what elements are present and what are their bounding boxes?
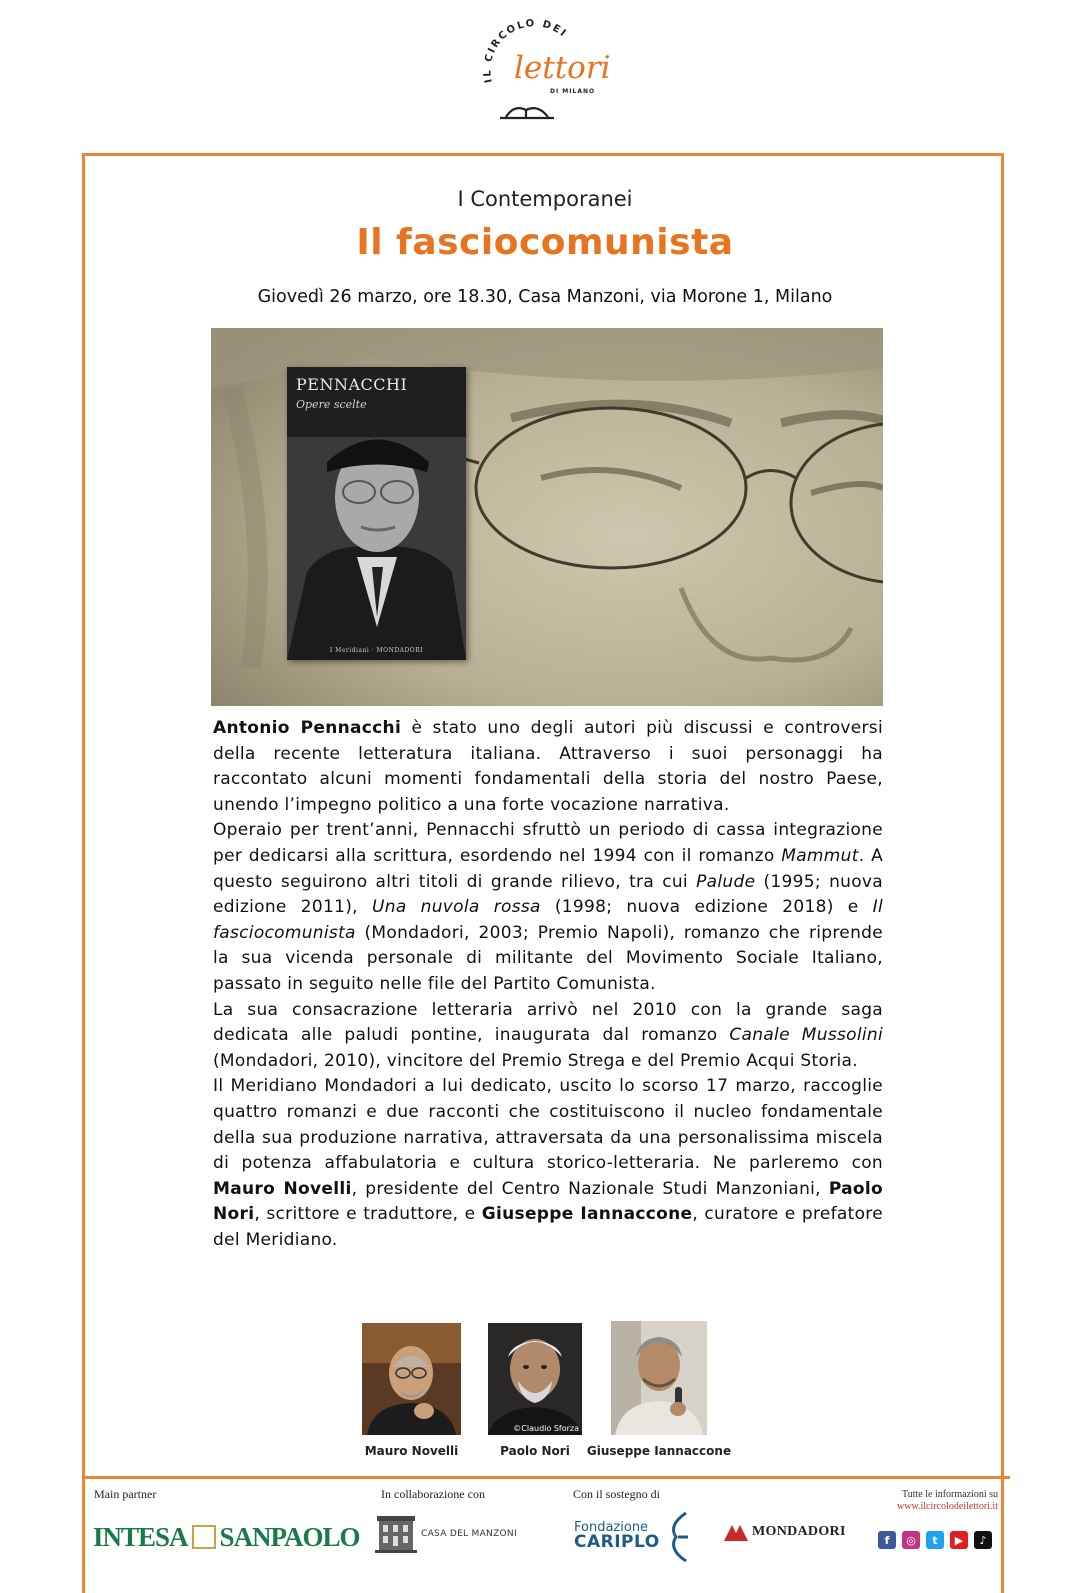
speaker-name: Giuseppe Iannaccone xyxy=(586,1444,732,1458)
circolo-lettori-logo xyxy=(470,10,620,125)
logo-arc-text: IL CIRCOLO DEI xyxy=(482,18,570,84)
tiktok-icon[interactable]: ♪ xyxy=(974,1531,992,1549)
casa-manzoni-label: CASA DEL MANZONI xyxy=(421,1529,517,1539)
author-name: Antonio Pennacchi xyxy=(213,718,402,738)
paragraph-2: Operaio per trent’anni, Pennacchi sfruttò un periodo di cassa integrazione per dedicarsi alla scrittura, esordendo nel 1994 con il romanzo Mammut. A questo seguirono altri titoli di grande rilievo, tra cui Palude (1995; nuova edizione 2011), Una nuvola rossa (1998; nuova edizione 2018) e Il fasciocomunista (Mondadori, 2003; Premio Napoli), romanzo che riprende la sua vicenda personale di militante del Movimento Sociale Italiano, passato in seguito nelle file del Partito Comunista. xyxy=(213,820,884,994)
website-link[interactable]: www.ilcircolodeilettori.it xyxy=(897,1501,998,1512)
event-description xyxy=(213,716,883,1253)
speaker-mention-nori: Paolo Nori xyxy=(213,1178,884,1225)
info-block xyxy=(870,1489,998,1513)
title-mammut: Mammut xyxy=(781,845,859,866)
social-links xyxy=(878,1531,992,1549)
collab-label: In collaborazione con xyxy=(381,1487,485,1501)
speaker-card-novelli xyxy=(362,1323,461,1458)
book-cover xyxy=(287,367,466,660)
paragraph-4: Il Meridiano Mondadori a lui dedicato, uscito lo scorso 17 marzo, raccoglie quattro romanzi e due racconti che costituiscono il nucleo fondamentale della sua produzione narrativa, attraversata da una personalissima miscela di potenza affabulatoria e cultura storico-letteraria. Ne parleremo con Mauro Novelli, presidente del Centro Nazionale Studi Manzoniani, Paolo Nori, scrittore e traduttore, e Giuseppe Iannaccone, curatore e prefatore del Meridiano. xyxy=(213,1076,884,1250)
photo-credit: ©Claudio Sforza xyxy=(513,1424,579,1433)
mondadori-logo: MONDADORI xyxy=(752,1524,846,1539)
title-palude: Palude xyxy=(696,871,756,892)
book-author: PENNACCHI xyxy=(296,375,408,394)
speaker-photo xyxy=(611,1321,707,1435)
casa-manzoni-logo xyxy=(375,1512,417,1556)
series-label: I Contemporanei xyxy=(457,187,633,211)
paragraph-1: Antonio Pennacchi è stato uno degli autori più discussi e controversi della recente letteratura italiana. Attraverso i suoi personaggi ha raccontato alcuni momenti fondamentali della storia del nostro Paese, unendo l’impegno politico a una forte vocazione narrativa. xyxy=(213,718,883,815)
title-canale-mussolini: Canale Mussolini xyxy=(729,1025,883,1046)
title-nuvola-rossa: Una nuvola rossa xyxy=(372,897,541,918)
speaker-photo xyxy=(362,1323,461,1435)
logo-name: lettori xyxy=(514,50,611,86)
support-label: Con il sostegno di xyxy=(573,1487,661,1501)
footer-divider xyxy=(82,1476,1010,1479)
youtube-icon[interactable]: ▶ xyxy=(950,1531,968,1549)
book-publisher: I Meridiani · MONDADORI xyxy=(329,647,424,654)
event-title: Il fasciocomunista xyxy=(356,222,734,263)
speaker-name: Mauro Novelli xyxy=(364,1444,459,1458)
logo-city: DI MILANO xyxy=(550,88,596,95)
speaker-card-iannaccone xyxy=(586,1321,732,1458)
facebook-icon[interactable]: f xyxy=(878,1531,896,1549)
speaker-photo xyxy=(488,1323,582,1435)
twitter-icon[interactable]: t xyxy=(926,1531,944,1549)
intesa-mark-icon xyxy=(192,1525,216,1549)
book-subtitle: Opere scelte xyxy=(296,398,367,411)
instagram-icon[interactable]: ◎ xyxy=(902,1531,920,1549)
hero-image xyxy=(211,328,883,706)
fondazione-cariplo-logo: Fondazione CARIPLO xyxy=(574,1520,660,1552)
paragraph-3: La sua consacrazione letteraria arrivò nel 2010 con la grande saga dedicata alle paludi pontine, inaugurata dal romanzo Canale Mussolini (Mondadori, 2010), vincitore del Premio Strega e del Premio Acqui Storia. xyxy=(213,999,883,1071)
speaker-mention-novelli: Mauro Novelli xyxy=(213,1178,352,1199)
main-partner-label: Main partner xyxy=(94,1487,157,1501)
title-fasciocomunista: Il fasciocomunista xyxy=(213,897,883,943)
speaker-name: Paolo Nori xyxy=(500,1444,570,1458)
speaker-card-nori xyxy=(488,1323,582,1458)
cariplo-mark-icon xyxy=(664,1511,690,1563)
open-book-icon xyxy=(500,108,554,118)
info-label: Tutte le informazioni su xyxy=(901,1489,998,1500)
event-datetime-location: Giovedì 26 marzo, ore 18.30, Casa Manzoni, via Morone 1, Milano xyxy=(257,287,833,307)
speaker-mention-iannaccone: Giuseppe Iannaccone xyxy=(481,1204,693,1225)
mondadori-rose-icon xyxy=(722,1523,750,1543)
intesa-sanpaolo-logo: INTESA SANPAOLO xyxy=(93,1522,360,1552)
